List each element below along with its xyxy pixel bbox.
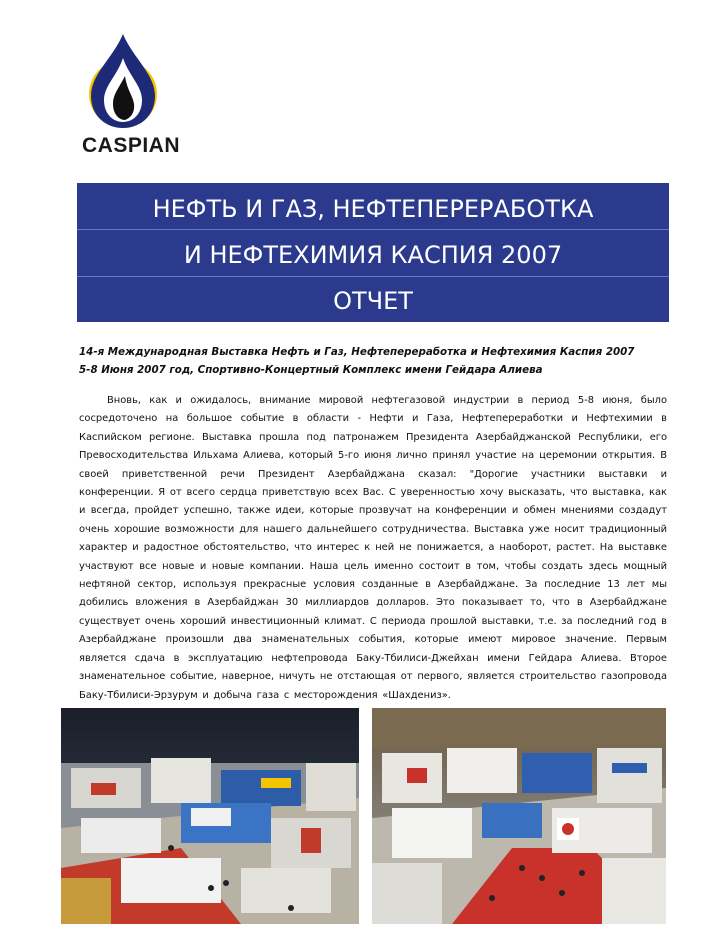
caspian-logo (78, 28, 188, 163)
subtitle-line-2: 5-8 Июня 2007 год, Спортивно-Концертный Комплекс имени Гейдара Алиева (79, 364, 543, 376)
logo-text: CASPIAN (82, 134, 181, 157)
oil-drop-flame-icon (78, 28, 188, 138)
banner-divider (77, 229, 669, 230)
exhibition-hall-photo-icon (61, 708, 359, 924)
exhibition-photo-right (372, 708, 666, 924)
subtitle-line-1: 14-я Международная Выставка Нефть и Газ, Нефтепереработка и Нефтехимия Каспия 2007 (79, 346, 635, 358)
title-banner (77, 183, 669, 322)
exhibition-photo-left (61, 708, 359, 924)
banner-title-line-1: НЕФТЬ И ГАЗ, НЕФТЕПЕРЕРАБОТКА (152, 195, 594, 223)
banner-title-line-2: И НЕФТЕХИМИЯ КАСПИЯ 2007 (183, 241, 563, 269)
event-subtitle (79, 343, 679, 379)
banner-title-line-3: ОТЧЕТ (333, 287, 413, 315)
banner-divider (77, 276, 669, 277)
report-paragraph: Вновь, как и ожидалось, внимание мировой нефтегазовой индустрии в период 5-8 июня, было сосредоточено на большое событие в области - Нефти и Газа, Нефтепереработки и Нефтехимии в Каспийском регионе. Выставка прошла под патронажем Президента Азербайджанской Республики, его Превосходительства Ильхама Алиева, который 5-го июня лично принял участие на церемонии открытия. В своей приветственной речи Президент Азербайджана сказал: "Дорогие участники выставки и конференции. Я от всего сердца приветствую всех Вас. С уверенностью хочу высказать, что выставка, как и всегда, пройдет успешно, также идеи, которые прозвучат на конференции и обмен мнениями создадут очень хорошие возможности для нашего дальнейшего сотрудничества. Выставка уже носит традиционный характер и радостное обстоятельство, что интерес к ней не понижается, а наоборот, растет. На выставке участвуют все новые и новые компании. Наша цель именно состоит в том, чтобы создать здесь мощный нефтяной сектор, используя прекрасные условия созданные в Азербайджане. За последние 13 лет мы добились вложения в Азербайджан 30 миллиардов долларов. Это показывает то, что в Азербайджане существует очень хороший инвестиционный климат. С периода прошлой выставки, т.е. за последний год в Азербайджане произошли два знаменательных события, которые имеют мировое значение. Первым является сдача в эксплуатацию нефтепровода Баку-Тбилиси-Джейхан имени Гейдара Алиева. Второе знаменательное событие, наверное, ничуть не отстающая от первого, является строительство газопровода Баку-Тбилиси-Эрзурум и добыча газа с месторождения «Шахдениз». (79, 395, 667, 701)
exhibition-hall-photo-icon (372, 708, 666, 924)
